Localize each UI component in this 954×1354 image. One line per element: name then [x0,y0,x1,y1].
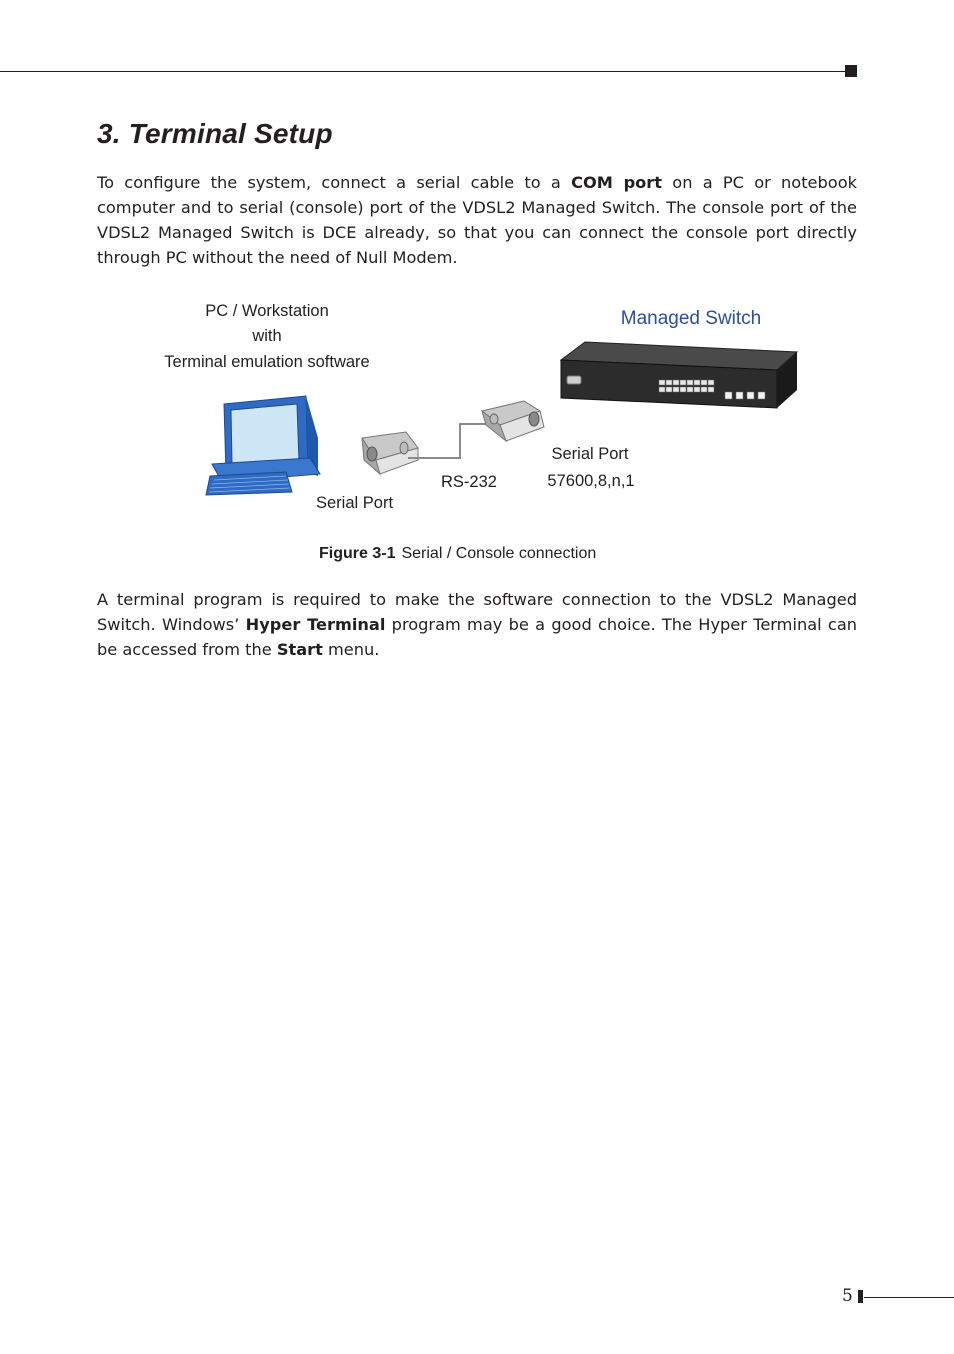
switch-serial-port-label: Serial Port [551,445,629,463]
pc-label-line1: PC / Workstation [205,302,329,320]
rs232-label: RS-232 [441,473,497,491]
terminal-program-paragraph [97,587,857,662]
switch-serial-connector-icon [478,397,548,443]
serial-settings-label: 57600,8,n,1 [547,472,635,490]
com-port-term: COM port [571,173,663,192]
header-square-marker [845,65,857,77]
footer-rule [864,1297,954,1298]
intro-paragraph [97,170,857,270]
pc-serial-port-label: Serial Port [316,494,394,512]
pc-label-line3: Terminal emulation software [164,353,370,371]
pc-computer-icon [200,392,325,500]
figure-caption-text: Serial / Console connection [401,545,597,562]
start-term: Start [276,640,323,659]
pc-label-line2: with [252,327,282,345]
intro-text-1: To configure the system, connect a serial cable to a [97,173,572,192]
page-number-marker [858,1290,863,1303]
para2-text-1: A terminal program is required to make the software connection to the VDSL2 Managed Switch. Windows’ [97,590,857,634]
para2-text-3: menu. [322,640,380,659]
hyper-terminal-term: Hyper Terminal [245,615,386,634]
figure-number: Figure 3-1 [319,545,396,562]
managed-switch-label: Managed Switch [620,308,762,329]
intro-text-2: on a PC or notebook computer and to serial (console) port of the VDSL2 Managed Switch. The console port of the VDSL2 Managed Switch is DCE already, so that you can connect the console port directly through PC without the need of Null Modem. [97,173,857,267]
page-number: 5 [842,1286,853,1306]
header-rule [0,71,846,72]
figure-caption [319,545,596,563]
para2-text-2: program may be a good choice. The Hyper Terminal can be accessed from the [97,615,857,659]
managed-switch-icon [555,340,800,412]
section-title: 3. Terminal Setup [97,118,333,149]
